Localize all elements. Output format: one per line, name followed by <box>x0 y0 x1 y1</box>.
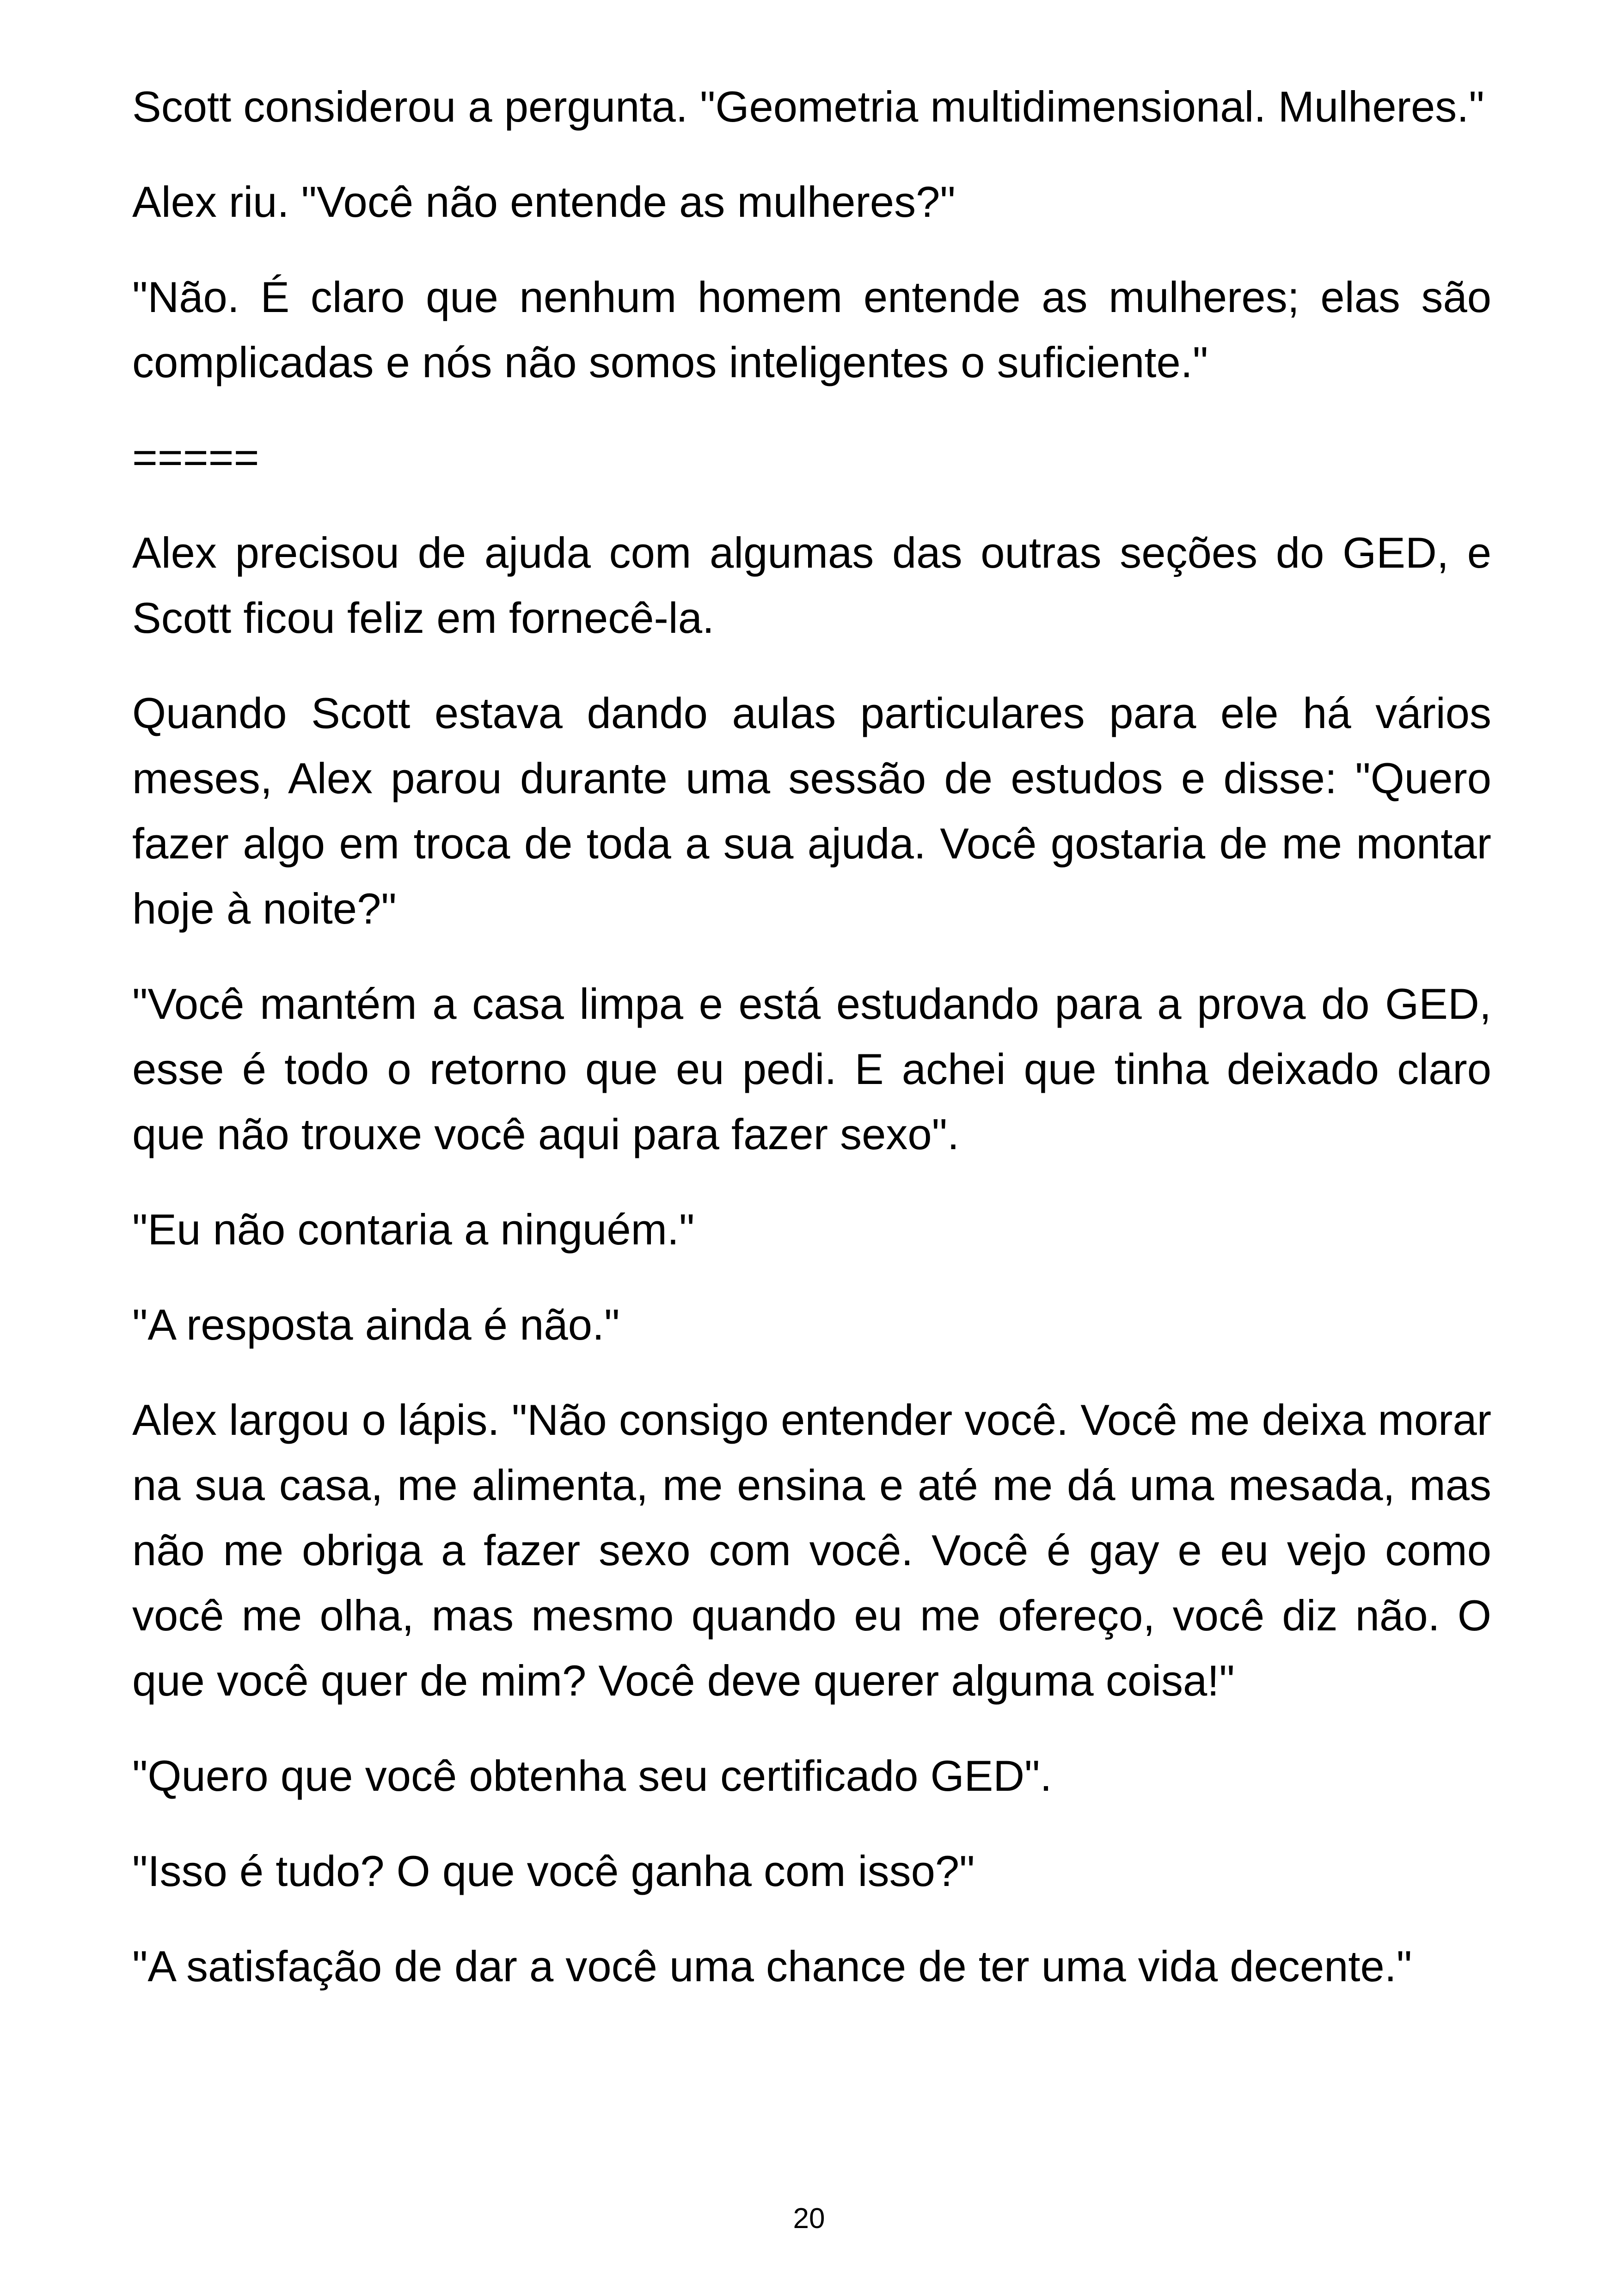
paragraph-6: "Você mantém a casa limpa e está estudando para a prova do GED, esse é todo o retorno que eu pedi. E achei que tinha deixado claro que não trouxe você aqui para fazer sexo". <box>132 980 1491 1158</box>
page-number: 20 <box>793 2203 825 2235</box>
paragraph-1: Scott considerou a pergunta. "Geometria multidimensional. Mulheres." <box>132 82 1484 131</box>
paragraph-11: "Isso é tudo? O que você ganha com isso?" <box>132 1847 975 1895</box>
paragraph-4: Alex precisou de ajuda com algumas das outras seções do GED, e Scott ficou feliz em fornecê-la. <box>132 528 1491 642</box>
paragraph-7: "Eu não contaria a ninguém." <box>132 1205 695 1254</box>
section-break: ===== <box>132 433 259 482</box>
paragraph-2: Alex riu. "Você não entende as mulheres?" <box>132 178 956 226</box>
paragraph-8: "A resposta ainda é não." <box>132 1300 620 1349</box>
paragraph-12: "A satisfação de dar a você uma chance de ter uma vida decente." <box>132 1942 1412 1990</box>
paragraph-10: "Quero que você obtenha seu certificado GED". <box>132 1751 1052 1800</box>
body-text <box>132 74 1491 2029</box>
paragraph-9: Alex largou o lápis. "Não consigo entender você. Você me deixa morar na sua casa, me alimenta, me ensina e até me dá uma mesada, mas não me obriga a fazer sexo com você. Você é gay e eu vejo como você me olha, mas mesmo quando eu me ofereço, você diz não. O que você quer de mim? Você deve querer alguma coisa!" <box>132 1396 1491 1705</box>
paragraph-5: Quando Scott estava dando aulas particulares para ele há vários meses, Alex parou durante uma sessão de estudos e disse: "Quero fazer algo em troca de toda a sua ajuda. Você gostaria de me montar hoje à noite?" <box>132 689 1491 933</box>
paragraph-3: "Não. É claro que nenhum homem entende as mulheres; elas são complicadas e nós não somos inteligentes o suficiente." <box>132 273 1491 386</box>
